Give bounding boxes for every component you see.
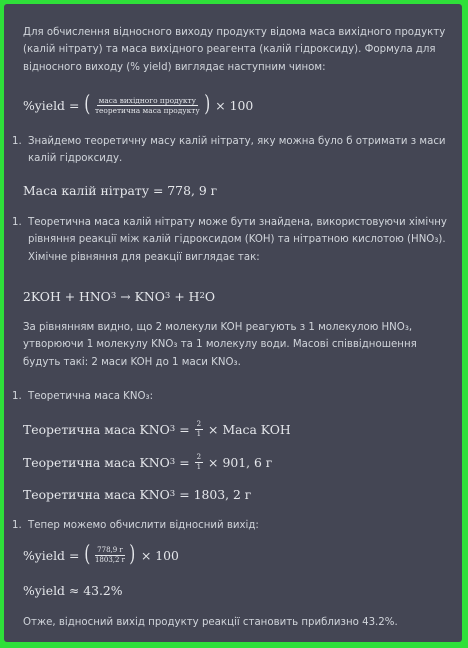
formula-lhs: %yield — [23, 97, 65, 113]
list-number: 1. — [12, 136, 22, 147]
conclusion-paragraph: Отже, відносний вихід продукту реакції становить приблизно 43.2%. — [23, 617, 398, 628]
theoretical-mass-line-1: Теоретична маса KNO 3 = $\frac{2}{1}$ × Маса KOH — [23, 419, 291, 438]
formula-fraction — [93, 96, 202, 115]
ratio-paragraph: За рівнянням видно, що 2 молекули KOH реагують з 1 молекулою HNO₃, утворюючи 1 молекулу KNO₃ та 1 молекулу води. Масові співвідношення будуть такі: 2 маси KOH до 1 маси KNO₃. — [23, 322, 417, 368]
theoretical-mass-line-2: Теоретична маса KNO 3 = $\frac{2}{1}$ × 901, 6 г — [23, 452, 273, 471]
yield-fraction: $\frac{778,9 г}{1803,2 г}$ — [94, 545, 126, 564]
fraction-denominator: теоретична маса продукту — [94, 105, 200, 115]
list-item-text: Тепер можемо обчислити відносний вихід: — [28, 520, 259, 531]
chemical-equation: 2KOH + HNO 3 → KNO 3 + H 2 O — [23, 288, 216, 304]
list-item-text: Теоретична маса KNO₃: — [28, 391, 154, 402]
list-item-text: Теоретична маса калій нітрату може бути знайдена, використовуючи хімічну рівняння реакції між калій гідроксидом (KOH) та нітратною кислотою (HNO₃). Хімічне рівняння для реакції виглядає так: — [28, 217, 447, 263]
theoretical-mass-line-3: Теоретична маса KNO 3 = 1803, 2 г — [23, 486, 252, 502]
ratio-fraction: $\frac{2}{1}$ — [196, 452, 202, 471]
formula-times: × 100 — [215, 97, 254, 113]
list-number: 1. — [12, 520, 22, 531]
assistant-response — [4, 4, 462, 642]
fraction-numerator: маса вихідного продукту — [98, 95, 196, 105]
formula-eq: = — [68, 97, 80, 113]
equation-product-kno3: KNO — [134, 288, 165, 304]
yield-formula: %yield = ( $\frac{\text{маса вихідного продукту}}{\text{теоретична маса продукту}}$ ) × 100 — [23, 92, 254, 117]
reaction-arrow: → — [120, 288, 131, 304]
ratio-fraction: $\frac{2}{1}$ — [196, 419, 202, 438]
chat-message-panel — [4, 4, 462, 642]
yield-result: %yield ≈ 43.2% — [23, 582, 123, 598]
equation-product-water: + H — [174, 288, 200, 304]
equation-reactants: 2KOH + HNO — [23, 288, 111, 304]
intro-paragraph: Для обчислення відносного виходу продукту відома маса вихідного продукту (калій нітрату) та маса вихідного реагента (калій гідроксиду). Формула для відносного виходу (% yield) виглядає наступним чином: — [23, 27, 446, 73]
list-item-text: Знайдемо теоретичну масу калій нітрату, яку можна було б отримати з маси калій гідроксиду. — [28, 136, 446, 165]
mass-kno3-math: Маса калій нітрату = 778, 9 г — [23, 182, 218, 198]
list-number: 1. — [12, 391, 22, 402]
list-number: 1. — [12, 217, 22, 228]
yield-calculation: %yield = ( $\frac{778,9 г}{1803,2 г}$ ) × 100 — [23, 542, 179, 567]
